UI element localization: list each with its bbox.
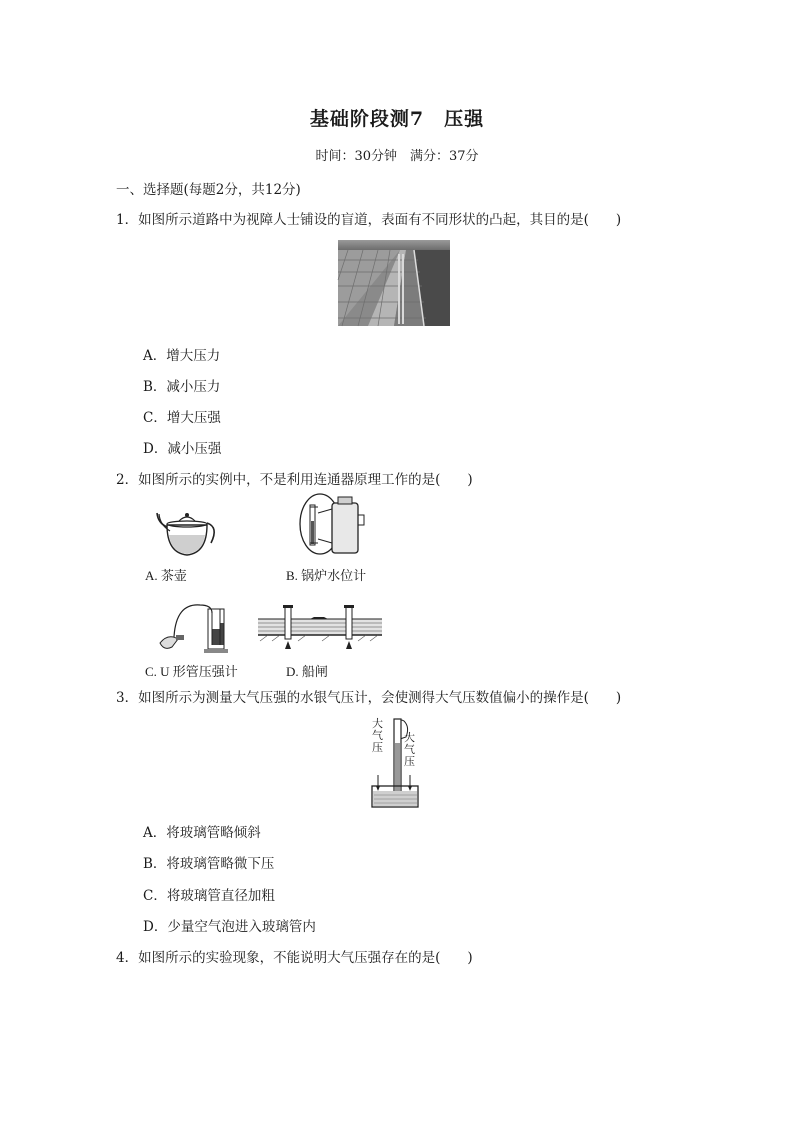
- tactile-paving-photo: [338, 240, 450, 326]
- teapot-figure: [155, 505, 219, 557]
- page-title: 基础阶段测7 压强: [309, 108, 485, 130]
- q1-option-d: D．减小压强: [143, 441, 222, 457]
- barometer-label-left: 大气压: [372, 717, 383, 754]
- q3-option-b: B．将玻璃管略微下压: [143, 856, 275, 872]
- exam-meta: 时间：30分钟 满分：37分: [315, 149, 479, 164]
- section-heading: 一、选择题(每题2分，共12分): [116, 182, 301, 198]
- q1-option-a: A．增大压力: [143, 348, 221, 364]
- q3-option-c: C．将玻璃管直径加粗: [143, 888, 275, 904]
- question-3-text: 3．如图所示为测量大气压强的水银气压计，会使测得大气压数值偏小的操作是( ): [116, 690, 622, 706]
- barometer-label-right: 大气压: [404, 731, 415, 768]
- q2-caption-d: D. 船闸: [286, 664, 328, 679]
- q1-option-c: C．增大压强: [143, 410, 221, 426]
- q2-caption-c: C. U 形管压强计: [145, 664, 238, 679]
- boiler-gauge-figure: [298, 493, 370, 559]
- q1-option-b: B．减小压力: [143, 379, 221, 395]
- q2-caption-a: A. 茶壶: [145, 568, 187, 583]
- u-tube-manometer-figure: [156, 599, 232, 655]
- question-2-text: 2．如图所示的实例中，不是利用连通器原理工作的是( ): [116, 472, 473, 488]
- question-1-text: 1．如图所示道路中为视障人士铺设的盲道，表面有不同形状的凸起，其目的是( ): [116, 212, 622, 228]
- q2-caption-b: B. 锅炉水位计: [286, 568, 367, 583]
- question-4-text: 4．如图所示的实验现象，不能说明大气压强存在的是( ): [116, 950, 473, 966]
- q3-option-d: D．少量空气泡进入玻璃管内: [143, 919, 316, 935]
- ship-lock-figure: [258, 601, 382, 653]
- q3-option-a: A．将玻璃管略倾斜: [143, 825, 261, 841]
